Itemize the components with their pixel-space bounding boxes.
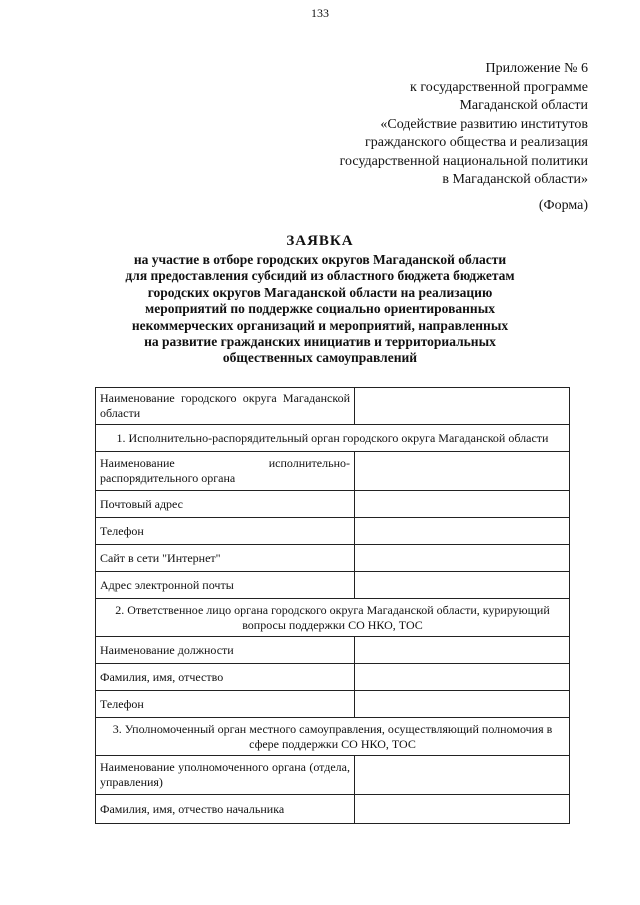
appendix-line: государственной национальной политики [339, 153, 588, 169]
title-line: на развитие гражданских инициатив и территориальных [144, 334, 496, 350]
table-row [96, 518, 570, 545]
section-row [96, 425, 570, 452]
authorized-body-label: Наименование уполномоченного органа (отдела, управления) [96, 756, 355, 795]
section-3-title: 3. Уполномоченный орган местного самоуправления, осуществляющий полномочия в сфере поддержки СО НКО, ТОС [96, 718, 570, 756]
phone-field[interactable] [355, 518, 570, 545]
title-line: общественных самоуправлений [222, 350, 418, 366]
table-row [96, 756, 570, 795]
authorized-body-field[interactable] [355, 756, 570, 795]
email-field[interactable] [355, 572, 570, 599]
table-row [96, 691, 570, 718]
full-name-label: Фамилия, имя, отчество [96, 664, 355, 691]
appendix-line: Приложение № 6 [485, 61, 588, 76]
section-1-title: 1. Исполнительно-распорядительный орган городского округа Магаданской области [96, 425, 570, 452]
appendix-line: гражданского общества и реализация [365, 135, 588, 150]
head-full-name-label: Фамилия, имя, отчество начальника [96, 795, 355, 824]
head-full-name-field[interactable] [355, 795, 570, 824]
title-line: городских округов Магаданской области на реализацию [147, 284, 493, 300]
section-row [96, 718, 570, 756]
section-row [96, 599, 570, 637]
appendix-line: к государственной программе [410, 79, 588, 95]
appendix-line: Магаданской области [459, 98, 588, 113]
responsible-phone-field[interactable] [355, 691, 570, 718]
table-row [96, 491, 570, 518]
responsible-phone-label: Телефон [96, 691, 355, 718]
page-number: 133 [311, 6, 329, 20]
table-row [96, 572, 570, 599]
table-row [96, 545, 570, 572]
title-line: мероприятий по поддержке социально ориентированных [145, 301, 495, 317]
table-row [96, 664, 570, 691]
full-name-field[interactable] [355, 664, 570, 691]
form-label: (Форма) [538, 198, 588, 213]
application-form-table [95, 387, 570, 824]
table-row [96, 388, 570, 425]
table-row [96, 452, 570, 491]
document-title [0, 233, 640, 367]
table-row [96, 637, 570, 664]
website-field[interactable] [355, 545, 570, 572]
website-label: Сайт в сети "Интернет" [96, 545, 355, 572]
email-label: Адрес электронной почты [96, 572, 355, 599]
appendix-header [288, 60, 588, 190]
appendix-line: в Магаданской области» [442, 172, 588, 187]
position-label: Наименование должности [96, 637, 355, 664]
phone-label: Телефон [96, 518, 355, 545]
table-row [96, 795, 570, 824]
postal-address-field[interactable] [355, 491, 570, 518]
title-line: на участие в отборе городских округов Магаданской области [133, 252, 507, 267]
appendix-line: «Содействие развитию институтов [380, 116, 588, 132]
executive-body-name-field[interactable] [355, 452, 570, 491]
title-line: некоммерческих организаций и мероприятий, направленных [131, 317, 509, 333]
title-main: ЗАЯВКА [286, 233, 354, 249]
position-field[interactable] [355, 637, 570, 664]
executive-body-name-label: Наименование исполнительно-распорядительного органа [96, 452, 355, 491]
title-line: для предоставления субсидий из областного бюджета бюджетам [125, 268, 515, 284]
postal-address-label: Почтовый адрес [96, 491, 355, 518]
section-2-title: 2. Ответственное лицо органа городского округа Магаданской области, курирующий вопросы поддержки СО НКО, ТОС [96, 599, 570, 637]
municipality-value-field[interactable] [355, 388, 570, 425]
municipality-label: Наименование городского округа Магаданской области [96, 388, 355, 425]
